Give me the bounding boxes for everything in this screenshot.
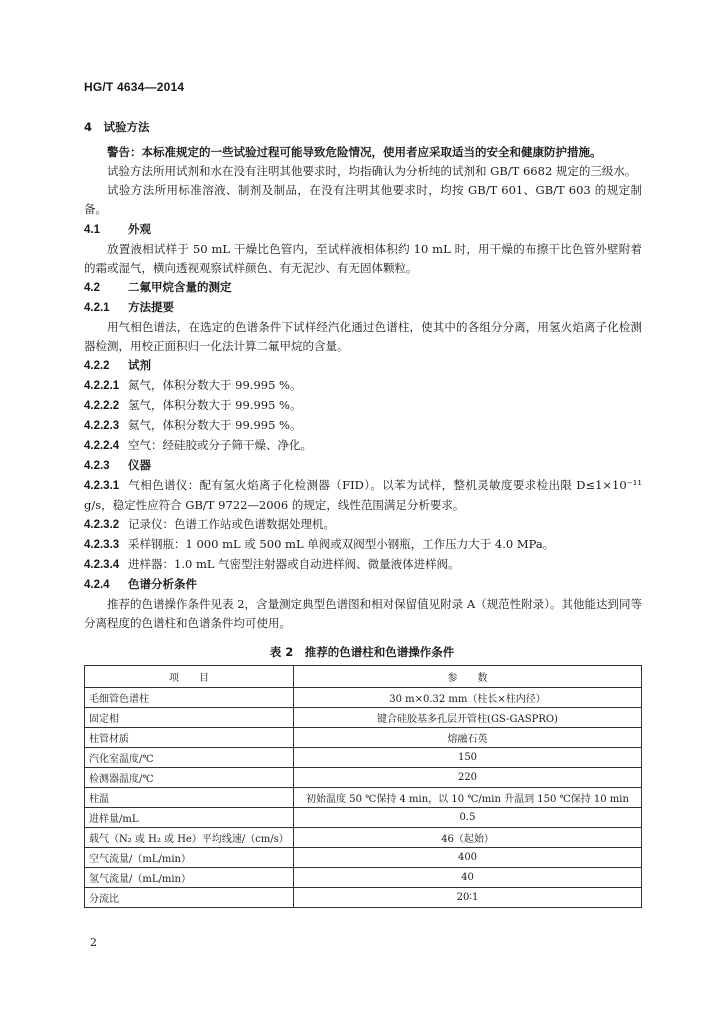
section-title: 外观 — [128, 222, 151, 236]
clause-number: 4.2.2.1 — [84, 380, 120, 392]
table-cell: 毛细管色谱柱 — [85, 688, 294, 708]
section-title: 试剂 — [128, 358, 151, 372]
table-cell: 40 — [294, 868, 642, 888]
section-number: 4.2.3 — [84, 460, 110, 472]
solution-paragraph: 试验方法所用标准溶液、制剂及制品，在没有注明其他要求时，均按 GB/T 601、GB/T 603 的规定制备。 — [84, 183, 642, 216]
clause-text: 氦气，体积分数大于 99.995 %。 — [128, 418, 302, 432]
table-cell: 46（起始） — [294, 828, 642, 848]
clause-text: 氮气，体积分数大于 99.995 %。 — [128, 378, 302, 392]
safety-warning: 警告：本标准规定的一些试验过程可能导致危险情况，使用者应采取适当的安全和健康防护措施。 — [107, 145, 602, 159]
table-caption: 表 2 推荐的色谱柱和色谱操作条件 — [269, 645, 455, 659]
clause-text: 氢气，体积分数大于 99.995 %。 — [128, 398, 302, 412]
table-row — [85, 808, 642, 828]
section-title: 方法提要 — [128, 300, 174, 314]
table-cell: 氢气流量/（mL/min） — [85, 868, 294, 888]
table-cell: 30 m×0.32 mm（柱长×柱内径） — [294, 688, 642, 708]
table-cell: 0.5 — [294, 808, 642, 828]
reagent-paragraph: 试验方法所用试剂和水在没有注明其他要求时，均指确认为分析纯的试剂和 GB/T 6682 规定的三级水。 — [107, 164, 637, 178]
clause-number: 4.2.2.4 — [84, 440, 120, 452]
table-header-cell: 参 数 — [294, 666, 642, 688]
table-row — [85, 828, 642, 848]
section-number: 4.2.4 — [84, 579, 110, 591]
clause-text: 气相色谱仪：配有氢火焰离子化检测器（FID）。以苯为试样，整机灵敏度要求检出限 D≤1×10⁻¹¹ g/s，稳定性应符合 GB/T 9722—2006 的规定，线性范围满足分析要求。 — [84, 478, 642, 512]
clause-text: 空气：经硅胶或分子筛干燥、净化。 — [128, 438, 312, 452]
table-row — [85, 708, 642, 728]
table-cell: 柱温 — [85, 788, 294, 808]
conditions-text: 推荐的色谱操作条件见表 2，含量测定典型色谱图和相对保留值见附录 A（规范性附录）。其他能达到同等分离程度的色谱柱和色谱条件均可使用。 — [84, 597, 642, 630]
method-summary-text: 用气相色谱法，在选定的色谱条件下试样经汽化通过色谱柱，使其中的各组分分离，用氢火焰离子化检测器检测，用校正面积归一化法计算二氟甲烷的含量。 — [84, 320, 642, 353]
page-number: 2 — [90, 936, 97, 949]
clause-number: 4.2.3.4 — [84, 559, 120, 571]
clause-text: 进样器：1.0 mL 气密型注射器或自动进样阀、微量液体进样阀。 — [128, 557, 460, 571]
section-title: 二氟甲烷含量的测定 — [128, 280, 232, 294]
table-header-cell: 项 目 — [85, 666, 294, 688]
clause-text: 采样钢瓶：1 000 mL 或 500 mL 单阀或双阀型小钢瓶，工作压力大于 4.0 MPa。 — [128, 537, 555, 551]
standard-code: HG/T 4634—2014 — [84, 80, 185, 94]
table-cell: 20∶1 — [294, 888, 642, 908]
table-row — [85, 788, 642, 808]
table-cell: 柱管材质 — [85, 728, 294, 748]
section-title: 仪器 — [128, 458, 151, 472]
table-cell: 检测器温度/℃ — [85, 768, 294, 788]
section-number: 4.2.1 — [84, 302, 110, 314]
table-header-row — [85, 666, 642, 688]
clause-number: 4.2.3.1 — [84, 480, 120, 492]
section-4 — [84, 118, 642, 633]
section-number: 4.2 — [84, 282, 100, 294]
table-cell: 载气（N₂ 或 H₂ 或 He）平均线速/（cm/s） — [85, 828, 294, 848]
table-cell: 固定相 — [85, 708, 294, 728]
conditions-table — [84, 665, 642, 908]
table-cell: 进样量/mL — [85, 808, 294, 828]
clause-number: 4.2.3.2 — [84, 519, 120, 531]
table-row — [85, 868, 642, 888]
appearance-text: 放置液相试样于 50 mL 干燥比色管内，至试样液相体积约 10 mL 时，用干燥的布擦干比色管外壁附着的霜或湿气，横向透视观察试样颜色、有无泥沙、有无固体颗粒。 — [84, 242, 642, 275]
table-cell: 键合硅胶基多孔层开管柱(GS-GASPRO) — [294, 708, 642, 728]
table-cell: 分流比 — [85, 888, 294, 908]
table-cell: 150 — [294, 748, 642, 768]
clause-text: 记录仪：色谱工作站或色谱数据处理机。 — [128, 517, 335, 531]
table-row — [85, 848, 642, 868]
table-cell: 220 — [294, 768, 642, 788]
table-cell: 400 — [294, 848, 642, 868]
section-4-title: 4 试验方法 — [84, 120, 150, 134]
table-cell: 熔融石英 — [294, 728, 642, 748]
table-cell: 汽化室温度/℃ — [85, 748, 294, 768]
section-title: 色谱分析条件 — [128, 577, 197, 591]
table-cell: 空气流量/（mL/min） — [85, 848, 294, 868]
clause-number: 4.2.2.2 — [84, 400, 120, 412]
table-row — [85, 748, 642, 768]
section-number: 4.1 — [84, 224, 100, 236]
clause-number: 4.2.3.3 — [84, 539, 120, 551]
table-row — [85, 888, 642, 908]
clause-number: 4.2.2.3 — [84, 420, 120, 432]
section-number: 4.2.2 — [84, 360, 110, 372]
table-row — [85, 768, 642, 788]
table-row — [85, 688, 642, 708]
table-cell: 初始温度 50 ℃保持 4 min，以 10 ℃/min 升温到 150 ℃保持 10 min — [294, 788, 642, 808]
table-row — [85, 728, 642, 748]
